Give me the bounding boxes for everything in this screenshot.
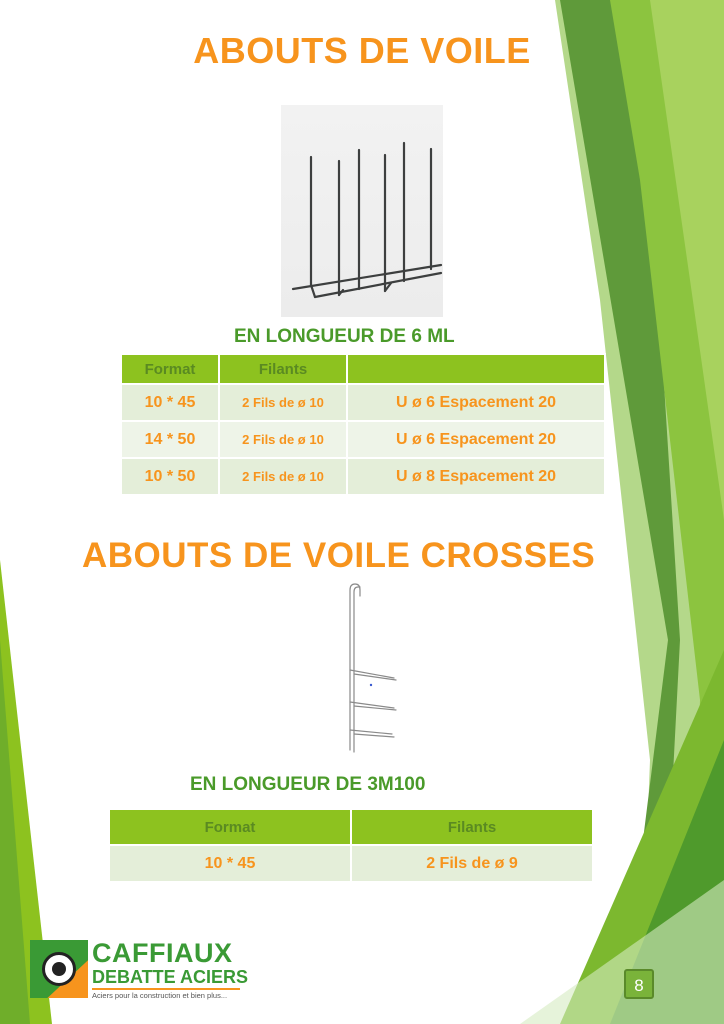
product-image-abouts-de-voile [281,105,443,317]
cell-format: 10 * 50 [121,458,219,495]
page-number: 8 [624,969,654,999]
table-row [109,845,593,882]
product-image-abouts-de-voile-crosses [330,582,408,754]
rebar-cage-illustration [281,105,443,317]
cell-format: 10 * 45 [109,845,351,882]
logo-mark-icon [30,940,88,998]
column-header-format: Format [109,809,351,845]
column-header-filants: Filants [351,809,593,845]
table-row [121,458,605,495]
table-row [121,384,605,421]
cell-spec: U ø 8 Espacement 20 [347,458,605,495]
cell-spec: U ø 6 Espacement 20 [347,421,605,458]
table-row [121,421,605,458]
section-title-abouts-de-voile: ABOUTS DE VOILE [193,30,531,71]
table-header-row [121,354,605,384]
logo-tagline: Aciers pour la construction et bien plus... [92,991,228,1000]
cell-filants: 2 Fils de ø 9 [351,845,593,882]
spec-table-abouts-de-voile [120,353,606,496]
cell-filants: 2 Fils de ø 10 [219,384,347,421]
section-title-abouts-de-voile-crosses: ABOUTS DE VOILE CROSSES [82,536,596,575]
section-subtitle-6ml: EN LONGUEUR DE 6 ML [234,326,455,347]
cell-spec: U ø 6 Espacement 20 [347,384,605,421]
spec-table-abouts-de-voile-crosses [108,808,594,883]
column-header-format: Format [121,354,219,384]
logo-name-line1: CAFFIAUX [92,938,233,968]
column-header-filants: Filants [219,354,347,384]
section-subtitle-3m100: EN LONGUEUR DE 3M100 [190,774,426,795]
table-header-row [109,809,593,845]
cell-format: 10 * 45 [121,384,219,421]
column-header-spec [347,354,605,384]
company-logo [30,938,249,1004]
logo-underline [92,988,240,990]
logo-name-line2: DEBATTE ACIERS [92,967,249,987]
cell-format: 14 * 50 [121,421,219,458]
cell-filants: 2 Fils de ø 10 [219,458,347,495]
crossed-rebar-illustration [330,582,408,754]
cell-filants: 2 Fils de ø 10 [219,421,347,458]
